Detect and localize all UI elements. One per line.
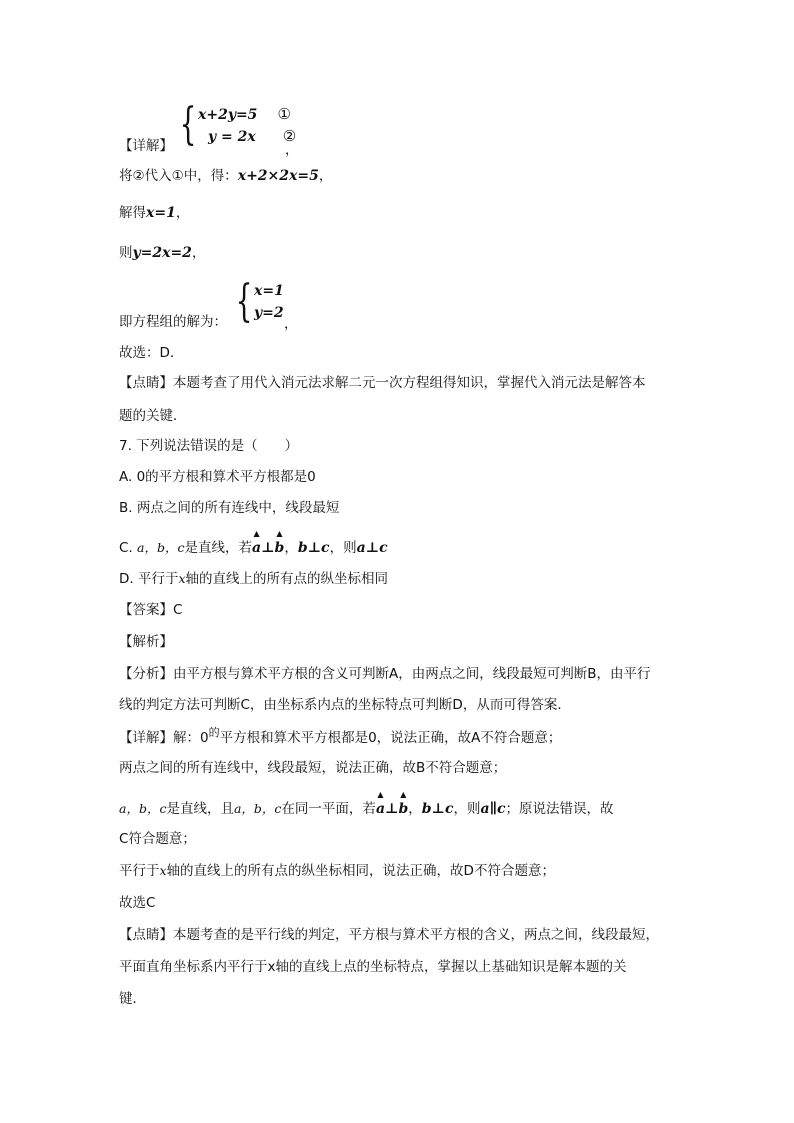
question-7-stem: 7. 下列说法错误的是（ ） — [119, 438, 299, 454]
option-b: B. 两点之间的所有连线中，线段最短 — [119, 500, 340, 516]
equation-system-1-comma: ， — [285, 142, 299, 158]
detail-line-1: 【详解】解：$0^的$平方根和算术平方根都是0，说法正确，故A不符合题意； — [119, 726, 562, 746]
comment-line-2: 题的关键． — [119, 408, 187, 424]
comment2-line-3: 键． — [119, 991, 146, 1007]
choice-d: 故选：D． — [119, 345, 184, 361]
detail-line-4: C符合题意； — [119, 831, 196, 847]
left-brace: { — [179, 99, 197, 150]
comment2-line-1: 【点睛】本题考查的是平行线的判定，平方根与算术平方根的含义，两点之间，线段最短， — [119, 927, 659, 943]
solution-system — [230, 276, 284, 327]
equation-1: x+2y=5 — [198, 107, 258, 123]
option-a: A. 0的平方根和算术平方根都是0 — [119, 469, 316, 485]
substitution-equation: x+2×2x=5 — [237, 168, 319, 184]
detail-line-6: 故选C — [119, 895, 156, 911]
x-solution: x=1 — [146, 205, 176, 221]
vector-a-2: ▲ a — [375, 789, 386, 817]
a-perp-c: a⊥c — [356, 540, 388, 556]
comment2-line-2: 平面直角坐标系内平行于x轴的直线上点的坐标特点，掌握以上基础知识是解本题的关 — [119, 959, 627, 975]
analysis-line-2: 线的判定方法可判断C，由坐标系内点的坐标特点可判断D，从而可得答案． — [119, 697, 571, 713]
detail-line-3: a，b，c是直线，且a，b，c在同一平面，若 ▲ a⊥ ▲ b，b⊥c，则a∥c；原说法错误，故 — [119, 789, 614, 817]
solution-label: 即方程组的解为： — [119, 314, 227, 330]
solution-x: x=1 — [254, 283, 284, 299]
detail-label-1: 【详解】 — [119, 138, 173, 154]
analysis-line-1: 【分析】由平方根与算术平方根的含义可判断A，由两点之间，线段最短可判断B，由平行 — [119, 666, 651, 682]
analysis-label: 【解析】 — [119, 634, 173, 650]
equation-2: y = 2x — [208, 129, 256, 145]
solution-y: y=2 — [254, 305, 284, 321]
detail-line-5: 平行于x轴的直线上的所有点的纵坐标相同，说法正确，故D不符合题意； — [119, 863, 555, 879]
comment-line-1: 【点睛】本题考查了用代入消元法求解二元一次方程组得知识，掌握代入消元法是解答本 — [119, 375, 646, 391]
equation-system-1 — [174, 99, 297, 150]
equation-1-marker: ① — [277, 105, 291, 123]
a-parallel-c: a∥c — [480, 801, 506, 817]
vector-b-2: ▲ b — [398, 789, 409, 817]
option-c: C. a，b，c是直线，若 ▲ a⊥ ▲ b，b⊥c，则a⊥c — [119, 528, 388, 556]
solution-comma: ， — [284, 316, 298, 332]
y-solution: y=2x=2 — [132, 245, 192, 261]
left-brace: { — [235, 276, 253, 327]
substitution-step: 将②代入①中，得：x+2×2x=5， — [119, 168, 333, 184]
solve-x-step: 解得x=1， — [119, 205, 190, 221]
vector-a: ▲ a — [251, 528, 262, 556]
answer: 【答案】C — [119, 602, 183, 618]
vector-b: ▲ b — [274, 528, 285, 556]
x-axis-var: x — [178, 571, 186, 586]
b-perp-c: b⊥c — [297, 540, 330, 556]
equation-2-marker: ② — [282, 127, 297, 145]
option-d: D. 平行于x轴的直线上的所有点的纵坐标相同 — [119, 571, 389, 587]
detail-line-2: 两点之间的所有连线中，线段最短，说法正确，故B不符合题意； — [119, 760, 507, 776]
solve-y-step: 则y=2x=2， — [119, 245, 206, 261]
abc-vars: a，b，c — [137, 540, 185, 555]
